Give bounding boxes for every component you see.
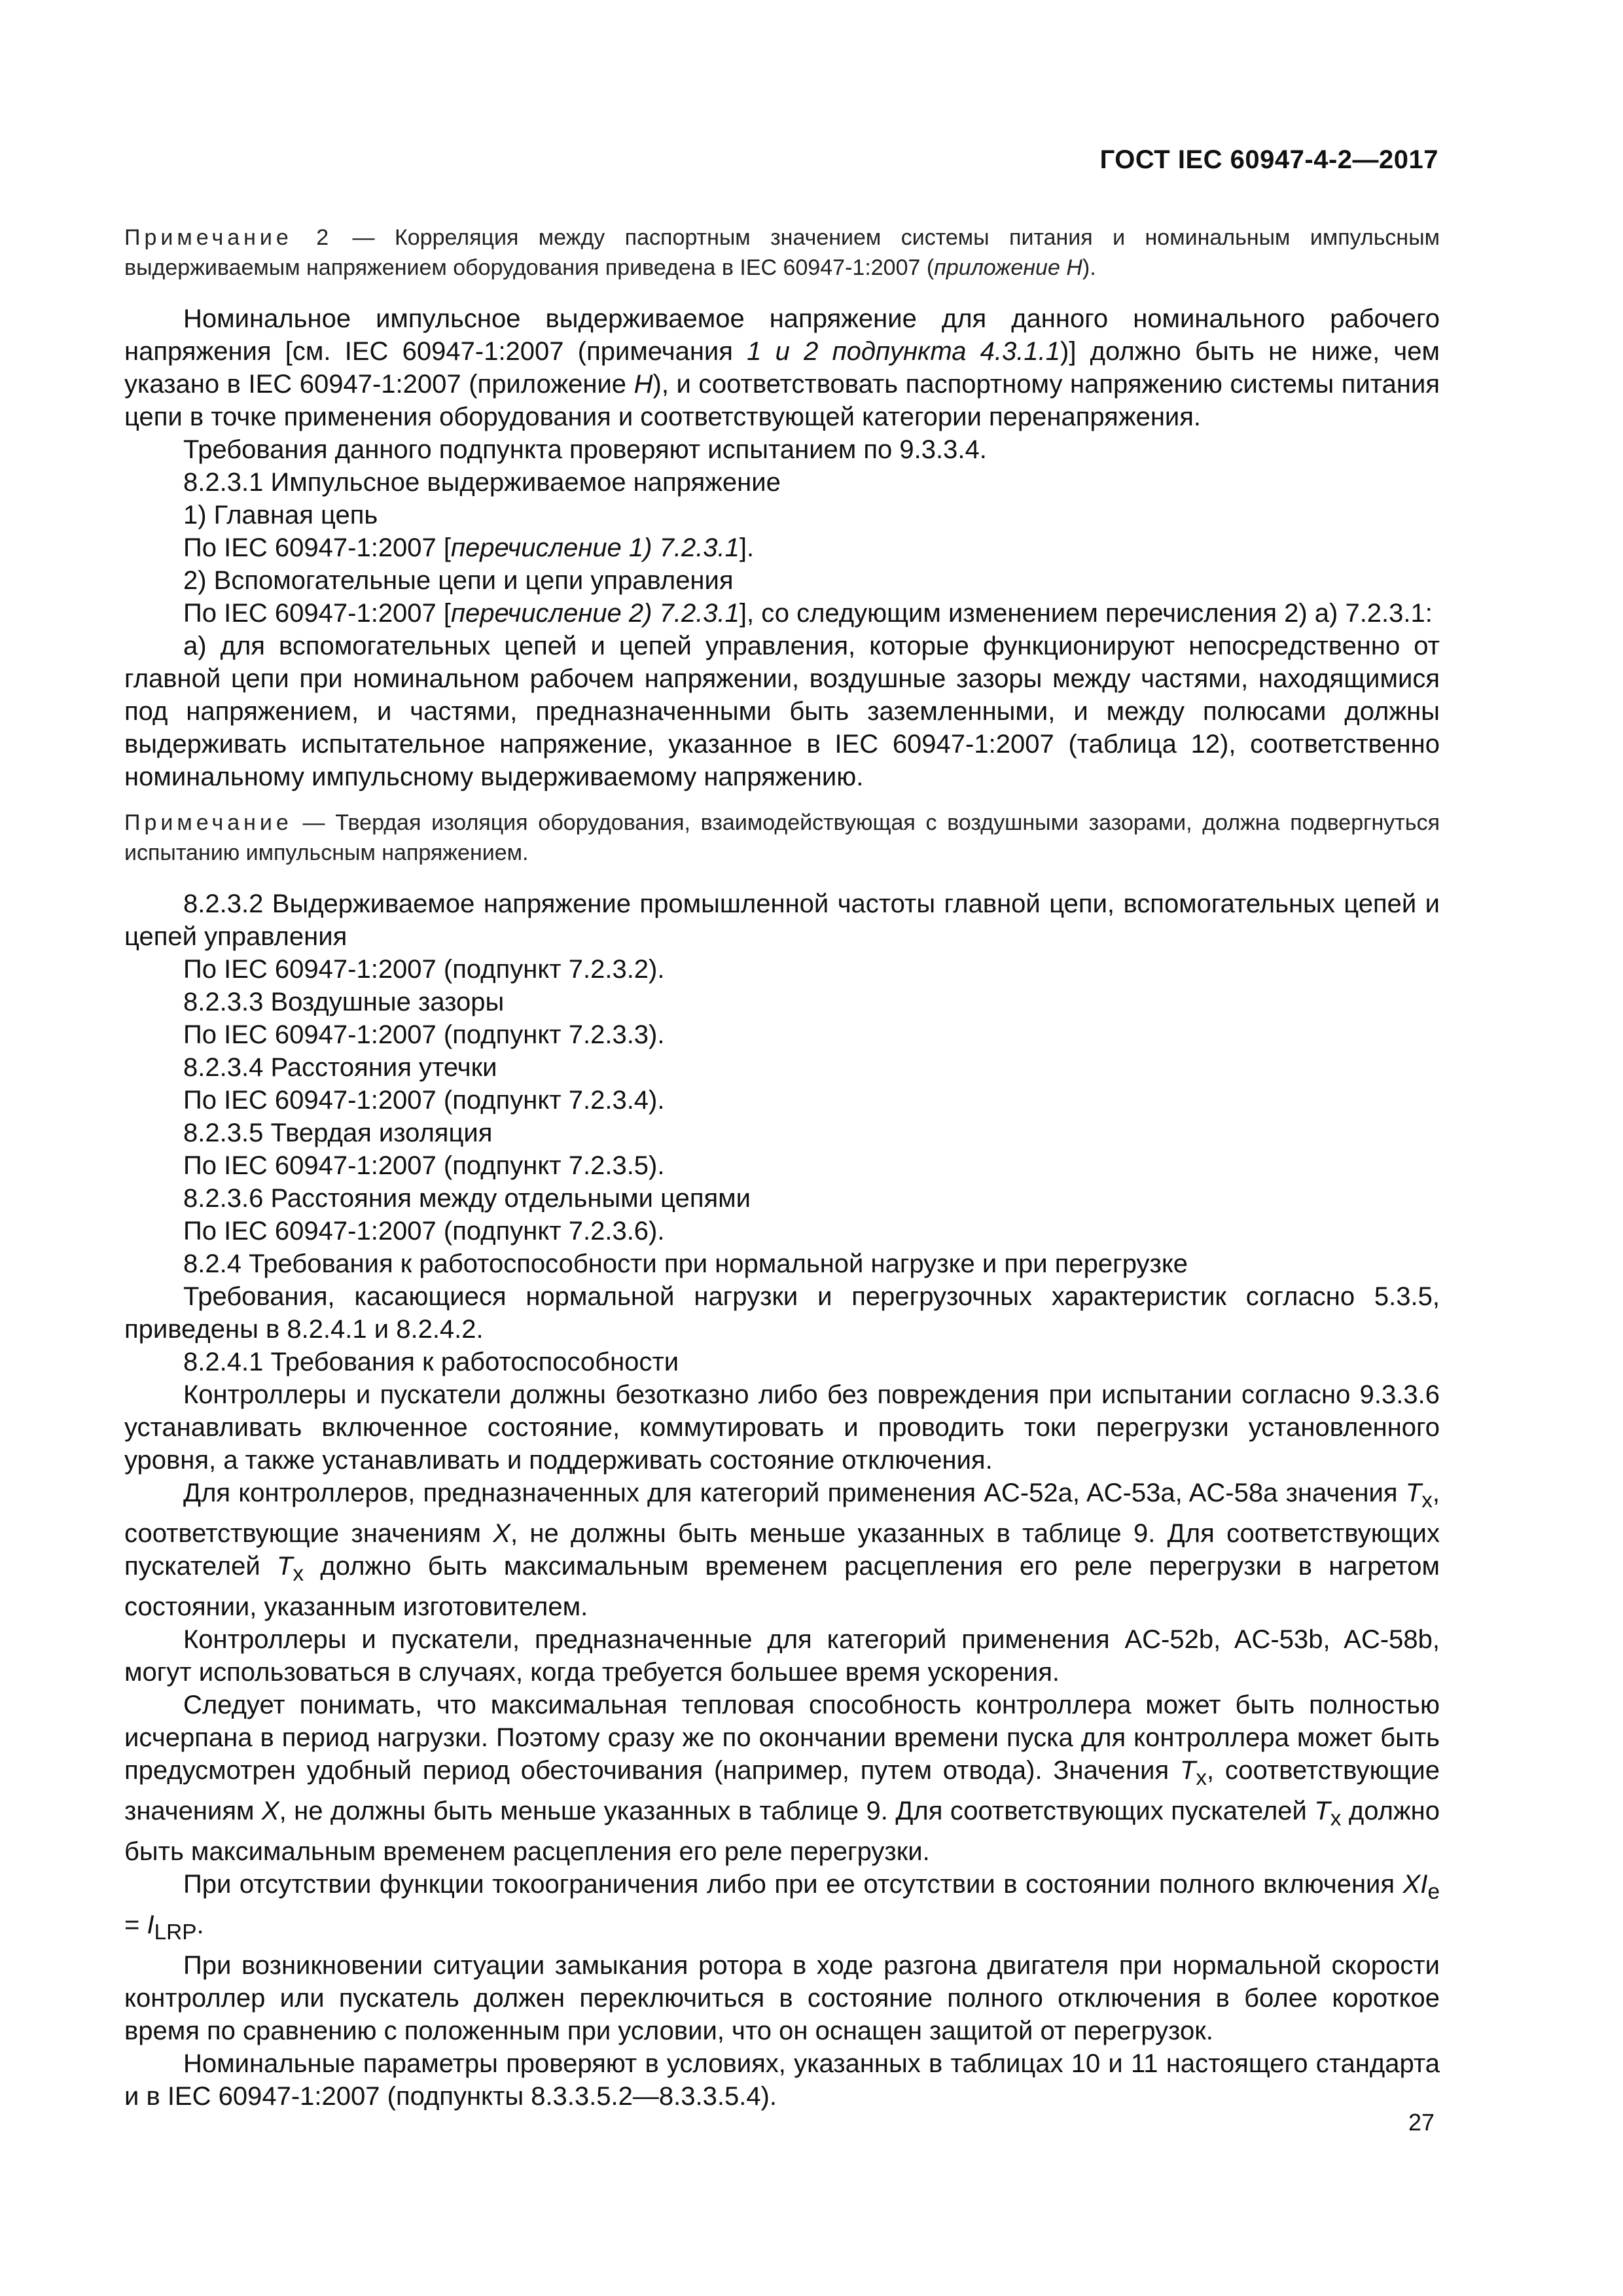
section-8-2-4-heading: 8.2.4 Требования к работоспособности при нормальной нагрузке и при перегрузке <box>183 1249 1188 1278</box>
paragraph-auxiliary-clearances: а) для вспомогательных цепей и цепей управления, которые функционируют непосредственно от главной цепи при номинальном рабочем напряжении, воздушные зазоры между частями, находящимися под напряжением, и частями, предназначенными быть заземленными, и между полюсами должны выдерживать испытательное напряжение, указанное в IEC 60947-1:2007 (таблица 12), соответственно номинальному импульсному выдерживаемому напряжению. <box>124 632 1440 791</box>
paragraph-test-reference: Требования данного подпункта проверяют испытанием по 9.3.3.4. <box>183 435 987 464</box>
note-label: Примечание <box>124 810 293 835</box>
paragraph-locked-rotor: При возникновении ситуации замыкания ротора в ходе разгона двигателя при нормальной скорости контроллер или пускатель должен переключиться в состояние полного отключения в более короткое время по сравнению с положенным при условии, что он оснащен защитой от перегрузок. <box>124 1951 1440 2045</box>
section-8-2-3-6-heading: 8.2.3.6 Расстояния между отдельными цепями <box>183 1184 751 1213</box>
paragraph-auxiliary-ref: По IEC 60947-1:2007 [перечисление 2) 7.2.3.1], со следующим изменением перечисления 2) а) 7.2.3.1: <box>183 599 1433 628</box>
paragraph-current-limiting: При отсутствии функции токоограничения либо при ее отсутствии в состоянии полного включения $XI_e = I_{LRP}$. <box>124 1870 1440 1945</box>
paragraph-thermal-capacity: Следует понимать, что максимальная тепловая способность контроллера может быть полностью исчерпана в период нагрузки. Поэтому сразу же по окончании времени пуска для контроллера может быть предусмотрен удобный период обесточивания (например, путем отвода). Значения $T_x$, соответствующие значениям X, не должны быть меньше указанных в таблице 9. Для соответствующих пускателей $T_x$ должно быть максимальным временем расцепления его реле перегрузки. <box>124 1691 1440 1866</box>
paragraph-load-requirements: Требования, касающиеся нормальной нагрузки и перегрузочных характеристик согласно 5.3.5, приведены в 8.2.4.1 и 8.2.4.2. <box>124 1282 1440 1344</box>
paragraph-impulse-voltage: Номинальное импульсное выдерживаемое напряжение для данного номинального рабочего напряжения [см. IEC 60947-1:2007 (примечания 1 и 2 подпункта 4.3.1.1)] должно быть не ниже, чем указано в IEC 60947-1:2007 (приложение H), и соответствовать паспортному напряжению системы питания цепи в точке применения оборудования и соответствующей категории перенапряжения. <box>124 304 1440 431</box>
paragraph-ref-7-2-3-5: По IEC 60947-1:2007 (подпункт 7.2.3.5). <box>183 1151 665 1180</box>
page-number: 27 <box>1408 2109 1435 2136</box>
paragraph-main-circuit-ref: По IEC 60947-1:2007 [перечисление 1) 7.2.3.1]. <box>183 533 755 562</box>
list-item-auxiliary-circuits: 2) Вспомогательные цепи и цепи управления <box>183 566 734 595</box>
section-8-2-3-3-heading: 8.2.3.3 Воздушные зазоры <box>183 988 505 1016</box>
paragraph-ref-7-2-3-6: По IEC 60947-1:2007 (подпункт 7.2.3.6). <box>183 1217 665 1246</box>
section-8-2-3-1-heading: 8.2.3.1 Импульсное выдерживаемое напряжение <box>183 468 781 497</box>
note-label: Примечание 2 <box>124 225 333 250</box>
paragraph-categories-b: Контроллеры и пускатели, предназначенные для категорий применения AC-52b, AC-53b, AC-58b, могут использоваться в случаях, когда требуется большее время ускорения. <box>124 1625 1440 1687</box>
list-item-main-circuit: 1) Главная цепь <box>183 501 378 529</box>
paragraph-ref-7-2-3-2: По IEC 60947-1:2007 (подпункт 7.2.3.2). <box>183 955 665 984</box>
note-2: Примечание 2 — Корреляция между паспортным значением системы питания и номинальным импульсным выдерживаемым напряжением оборудования приведена в IEC 60947-1:2007 (приложение H). <box>124 225 1440 280</box>
paragraph-ref-7-2-3-3: По IEC 60947-1:2007 (подпункт 7.2.3.3). <box>183 1020 665 1049</box>
document-body <box>124 223 1440 2113</box>
document-code-header: ГОСТ IEC 60947-4-2—2017 <box>1099 145 1438 174</box>
paragraph-categories-a: Для контроллеров, предназначенных для категорий применения AC-52a, AC-53a, AC-58a значения $T_x$, соответствующие значениям X, не должны быть меньше указанных в таблице 9. Для соответствующих пускателей $T_x$ должно быть максимальным временем расцепления его реле перегрузки в нагретом состоянии, указанным изготовителем. <box>124 1479 1440 1621</box>
section-8-2-3-4-heading: 8.2.3.4 Расстояния утечки <box>183 1053 497 1082</box>
section-8-2-4-1-heading: 8.2.4.1 Требования к работоспособности <box>183 1348 679 1376</box>
paragraph-controllers-starters: Контроллеры и пускатели должны безотказно либо без повреждения при испытании согласно 9.3.3.6 устанавливать включенное состояние, коммутировать и проводить токи перегрузки установленного уровня, а также устанавливать и поддерживать состояние отключения. <box>124 1380 1440 1475</box>
section-8-2-3-5-heading: 8.2.3.5 Твердая изоляция <box>183 1119 493 1147</box>
note-solid-insulation: Примечание — Твердая изоляция оборудования, взаимодействующая с воздушными зазорами, должна подвергнуться испытанию импульсным напряжением. <box>124 810 1440 865</box>
section-8-2-3-2-heading: 8.2.3.2 Выдерживаемое напряжение промышленной частоты главной цепи, вспомогательных цепей и цепей управления <box>124 889 1440 951</box>
paragraph-rated-parameters: Номинальные параметры проверяют в условиях, указанных в таблицах 10 и 11 настоящего стандарта и в IEC 60947-1:2007 (подпункты 8.3.3.5.2—8.3.3.5.4). <box>124 2049 1440 2111</box>
paragraph-ref-7-2-3-4: По IEC 60947-1:2007 (подпункт 7.2.3.4). <box>183 1086 665 1115</box>
